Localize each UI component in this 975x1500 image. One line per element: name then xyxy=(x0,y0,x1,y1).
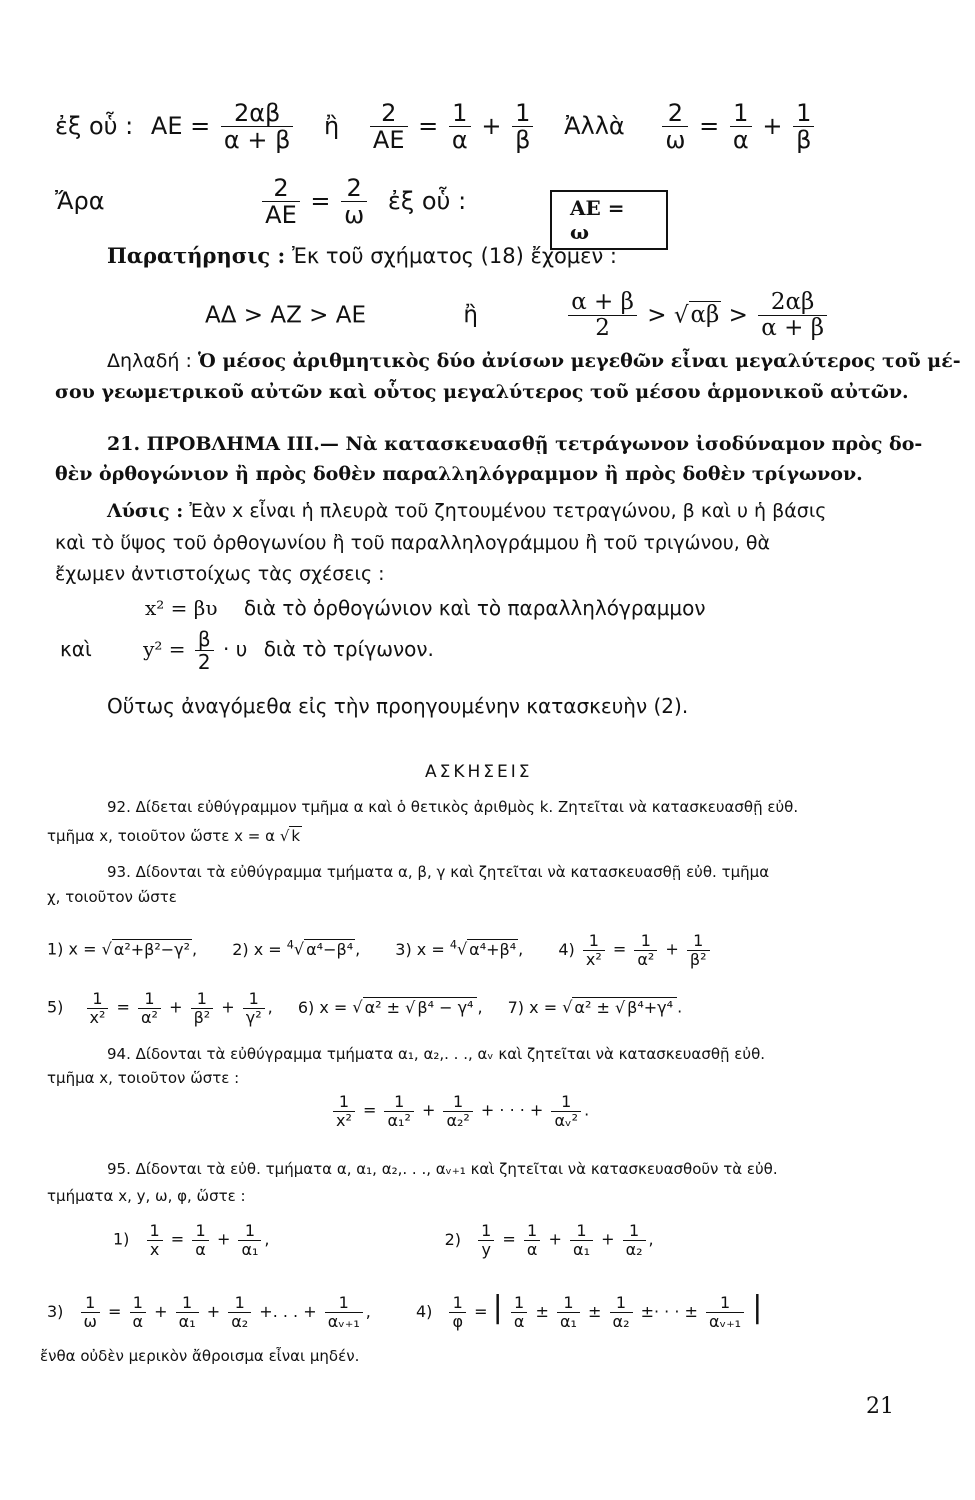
text-ae-eq: AE = xyxy=(150,111,211,140)
exercise-95-formulas-row-2: 3) $\frac{1}{\omega}$ = $\frac{1}{\alpha}$ + $\frac{1}{\text{α₁}}$ + $\frac{1}{\text{α₂}}$ +. . . + $\frac{1}{\text{αᵥ₊₁}}$ , 4) $\frac{1}{\varphi}$ = | $\frac{1}{\alpha}$ ± $\frac{1}{\text{α₁}}$ ± $\frac{1}{\text{α₂}}$ ±· · · ± $\frac{1}{\text{αᵥ₊₁}}$ | xyxy=(47,1290,763,1331)
exercise-93-line-2: χ, τοιοῦτον ὥστε xyxy=(47,888,177,906)
solution-line-1: Λύσις : Ἐὰν x εἶναι ἡ πλευρὰ τοῦ ζητουμένου τετραγώνου, β καὶ υ ἡ βάσις xyxy=(107,500,827,522)
solution-line-3: ἔχωμεν ἀντιστοίχως τὰς σχέσεις : xyxy=(55,563,385,585)
remark-conclusion-2: σου γεωμετρικοῦ αὐτῶν καὶ οὗτος μεγαλύτερος τοῦ μέσου ἁρμονικοῦ αὐτῶν. xyxy=(55,381,909,403)
fraction-2-ae-b: $\frac{2}{AE}$ xyxy=(262,175,300,229)
remark-text: Ἐκ τοῦ σχήματος (18) ἔχομεν : xyxy=(291,244,617,268)
exercise-95-final: ἔνθα οὐδὲν μερικὸν ἄθροισμα εἶναι μηδέν. xyxy=(40,1347,360,1365)
exercise-94-line-2: τμῆμα x, τοιοῦτον ὥστε : xyxy=(47,1069,240,1087)
remark-inequality: ΑΔ > ΑΖ > ΑΕ ἢ $\frac{\alpha + \beta}{2}$ > √αβ > $\frac{2\alpha\beta}{\alpha + \beta}$ xyxy=(205,290,830,342)
boxed-result: AE = ω xyxy=(550,190,668,250)
exercise-93-formulas-row-2: 5) $\frac{1}{\text{x²}}$ = $\frac{1}{\text{α²}}$ + $\frac{1}{\text{β²}}$ + $\frac{1}{\text{γ²}}$ , 6) x = √ α² ± √ β⁴ − γ⁴ , 7) x = √ α² ± √ β⁴+γ⁴ . xyxy=(47,989,683,1027)
fraction-1-a: $\frac{1}{\alpha}$ xyxy=(449,100,471,154)
proof-line-2: Ἄρα $\frac{2}{AE}$ = $\frac{2}{\omega}$ ἐξ οὗ : xyxy=(55,174,467,230)
equation-2: καὶ y² = $\frac{\beta}{2}$ · υ διὰ τὸ τρίγωνον. xyxy=(60,627,434,674)
text-ara: Ἄρα xyxy=(55,186,105,215)
problem-title-2: θὲν ὀρθογώνιον ἢ πρὸς δοθὲν παραλληλόγραμμον ἢ πρὸς δοθὲν τρίγωνον. xyxy=(55,463,863,485)
solution-line-2: καὶ τὸ ὕψος τοῦ ὀρθογωνίου ἢ τοῦ παραλληλογράμμου ἢ τοῦ τριγώνου, θὰ xyxy=(55,532,771,554)
ineq-segments: ΑΔ > ΑΖ > ΑΕ xyxy=(205,302,367,329)
exercise-92-line-1: 92. Δίδεται εὐθύγραμμον τμῆμα α καὶ ὁ θετικὸς ἀριθμὸς k. Ζητεῖται νὰ κατασκευασθῇ εὐθ. xyxy=(107,798,799,816)
fraction-hm: $\frac{2\alpha\beta}{\alpha + \beta}$ xyxy=(758,290,827,342)
sqrt-ab: √αβ xyxy=(673,302,720,329)
conclusion-line: Οὕτως ἀναγόμεθα εἰς τὴν προηγουμένην κατασκευὴν (2). xyxy=(107,694,689,718)
remark-label: Παρατήρησις : xyxy=(107,243,286,268)
fraction-2-ae: $\frac{2}{AE}$ xyxy=(370,100,408,154)
fraction-2-w: $\frac{2}{\omega}$ xyxy=(662,100,688,154)
text-ex-ou-2: ἐξ οὗ : xyxy=(387,186,467,215)
exercise-94-line-1: 94. Δίδονται τὰ εὐθύγραμμα τμήματα α₁, α₂,. . ., αᵥ καὶ ζητεῖται νὰ κατασκευασθῇ εὐθ. xyxy=(107,1045,766,1063)
exercise-95-line-2: τμήματα x, y, ω, φ, ὥστε : xyxy=(47,1187,246,1205)
exercise-95-formulas-row-1: 1) $\frac{1}{x}$ = $\frac{1}{\alpha}$ + $\frac{1}{\text{α₁}}$ , 2) $\frac{1}{y}$ = $\frac{1}{\alpha}$ + $\frac{1}{\text{α₁}}$ + $\frac{1}{\text{α₂}}$ , xyxy=(113,1221,654,1259)
page-number: 21 xyxy=(866,1394,894,1419)
fraction-1-a-2: $\frac{1}{\alpha}$ xyxy=(730,100,752,154)
problem-title-1: 21. ΠΡΟΒΛΗΜΑ ΙΙΙ.— Νὰ κατασκευασθῇ τετράγωνον ἰσοδύναμον πρὸς δο- xyxy=(107,433,923,455)
remark-conclusion-1: Δηλαδή : Ὁ μέσος ἀριθμητικὸς δύο ἀνίσων μεγεθῶν εἶναι μεγαλύτερος τοῦ μέ- xyxy=(107,350,961,372)
text-or: ἢ xyxy=(324,111,340,140)
fraction-am: $\frac{\alpha + \beta}{2}$ xyxy=(568,290,637,342)
fraction-1-b-2: $\frac{1}{\beta}$ xyxy=(793,100,814,154)
text-alla: Ἀλλὰ xyxy=(564,111,625,140)
exercise-93-formulas-row-1: 1) x = √ α²+β²−γ² , 2) x = $^4$√ α⁴−β⁴ , 3) x = $^4$√ α⁴+β⁴ , 4) $\frac{1}{\text{x²}}$ = $\frac{1}{\text{α²}}$ + $\frac{1}{\text{β²}}$ xyxy=(47,932,713,968)
exercise-95-line-1: 95. Δίδονται τὰ εὐθ. τμήματα α, α₁, α₂,. . ., αᵥ₊₁ καὶ ζητεῖται νὰ κατασκευασθοῦν τὰ εὐθ. xyxy=(107,1160,778,1178)
fraction-b-2: $\frac{\beta}{2}$ xyxy=(195,628,214,673)
exercise-93-line-1: 93. Δίδονται τὰ εὐθύγραμμα τμήματα α, β, γ καὶ ζητεῖται νὰ κατασκευασθῇ εὐθ. τμῆμα xyxy=(107,863,770,881)
fraction-1-b: $\frac{1}{\beta}$ xyxy=(512,100,533,154)
exercise-94-formula: $\frac{1}{\text{x²}}$ = $\frac{1}{\text{α₁²}}$ + $\frac{1}{\text{α₂²}}$ + · · · + $\frac{1}{\text{αᵥ²}}$ . xyxy=(330,1093,589,1129)
equation-1: x² = βυ διὰ τὸ ὀρθογώνιον καὶ τὸ παραλληλόγραμμον xyxy=(145,596,706,620)
exercises-heading: ΑΣΚΗΣΕΙΣ xyxy=(425,762,533,782)
exercise-92-line-2: τμῆμα x, τοιοῦτον ὥστε x = α √ k xyxy=(47,827,301,845)
proof-line-1: ἐξ οὗ : AE = $\frac{2\alpha\beta}{\alpha + \beta}$ ἢ $\frac{2}{AE}$ = $\frac{1}{\alpha}$ + $\frac{1}{\beta}$ Ἀλλὰ $\frac{2}{\omega}$ = $\frac{1}{\alpha}$ + $\frac{1}{\beta}$ xyxy=(55,100,817,154)
fraction-2ab: $\frac{2\alpha\beta}{\alpha + \beta}$ xyxy=(221,100,294,154)
remark-line xyxy=(107,243,617,268)
text-ex-ou: ἐξ οὗ : xyxy=(55,111,134,140)
fraction-2-w-b: $\frac{2}{\omega}$ xyxy=(341,175,367,229)
